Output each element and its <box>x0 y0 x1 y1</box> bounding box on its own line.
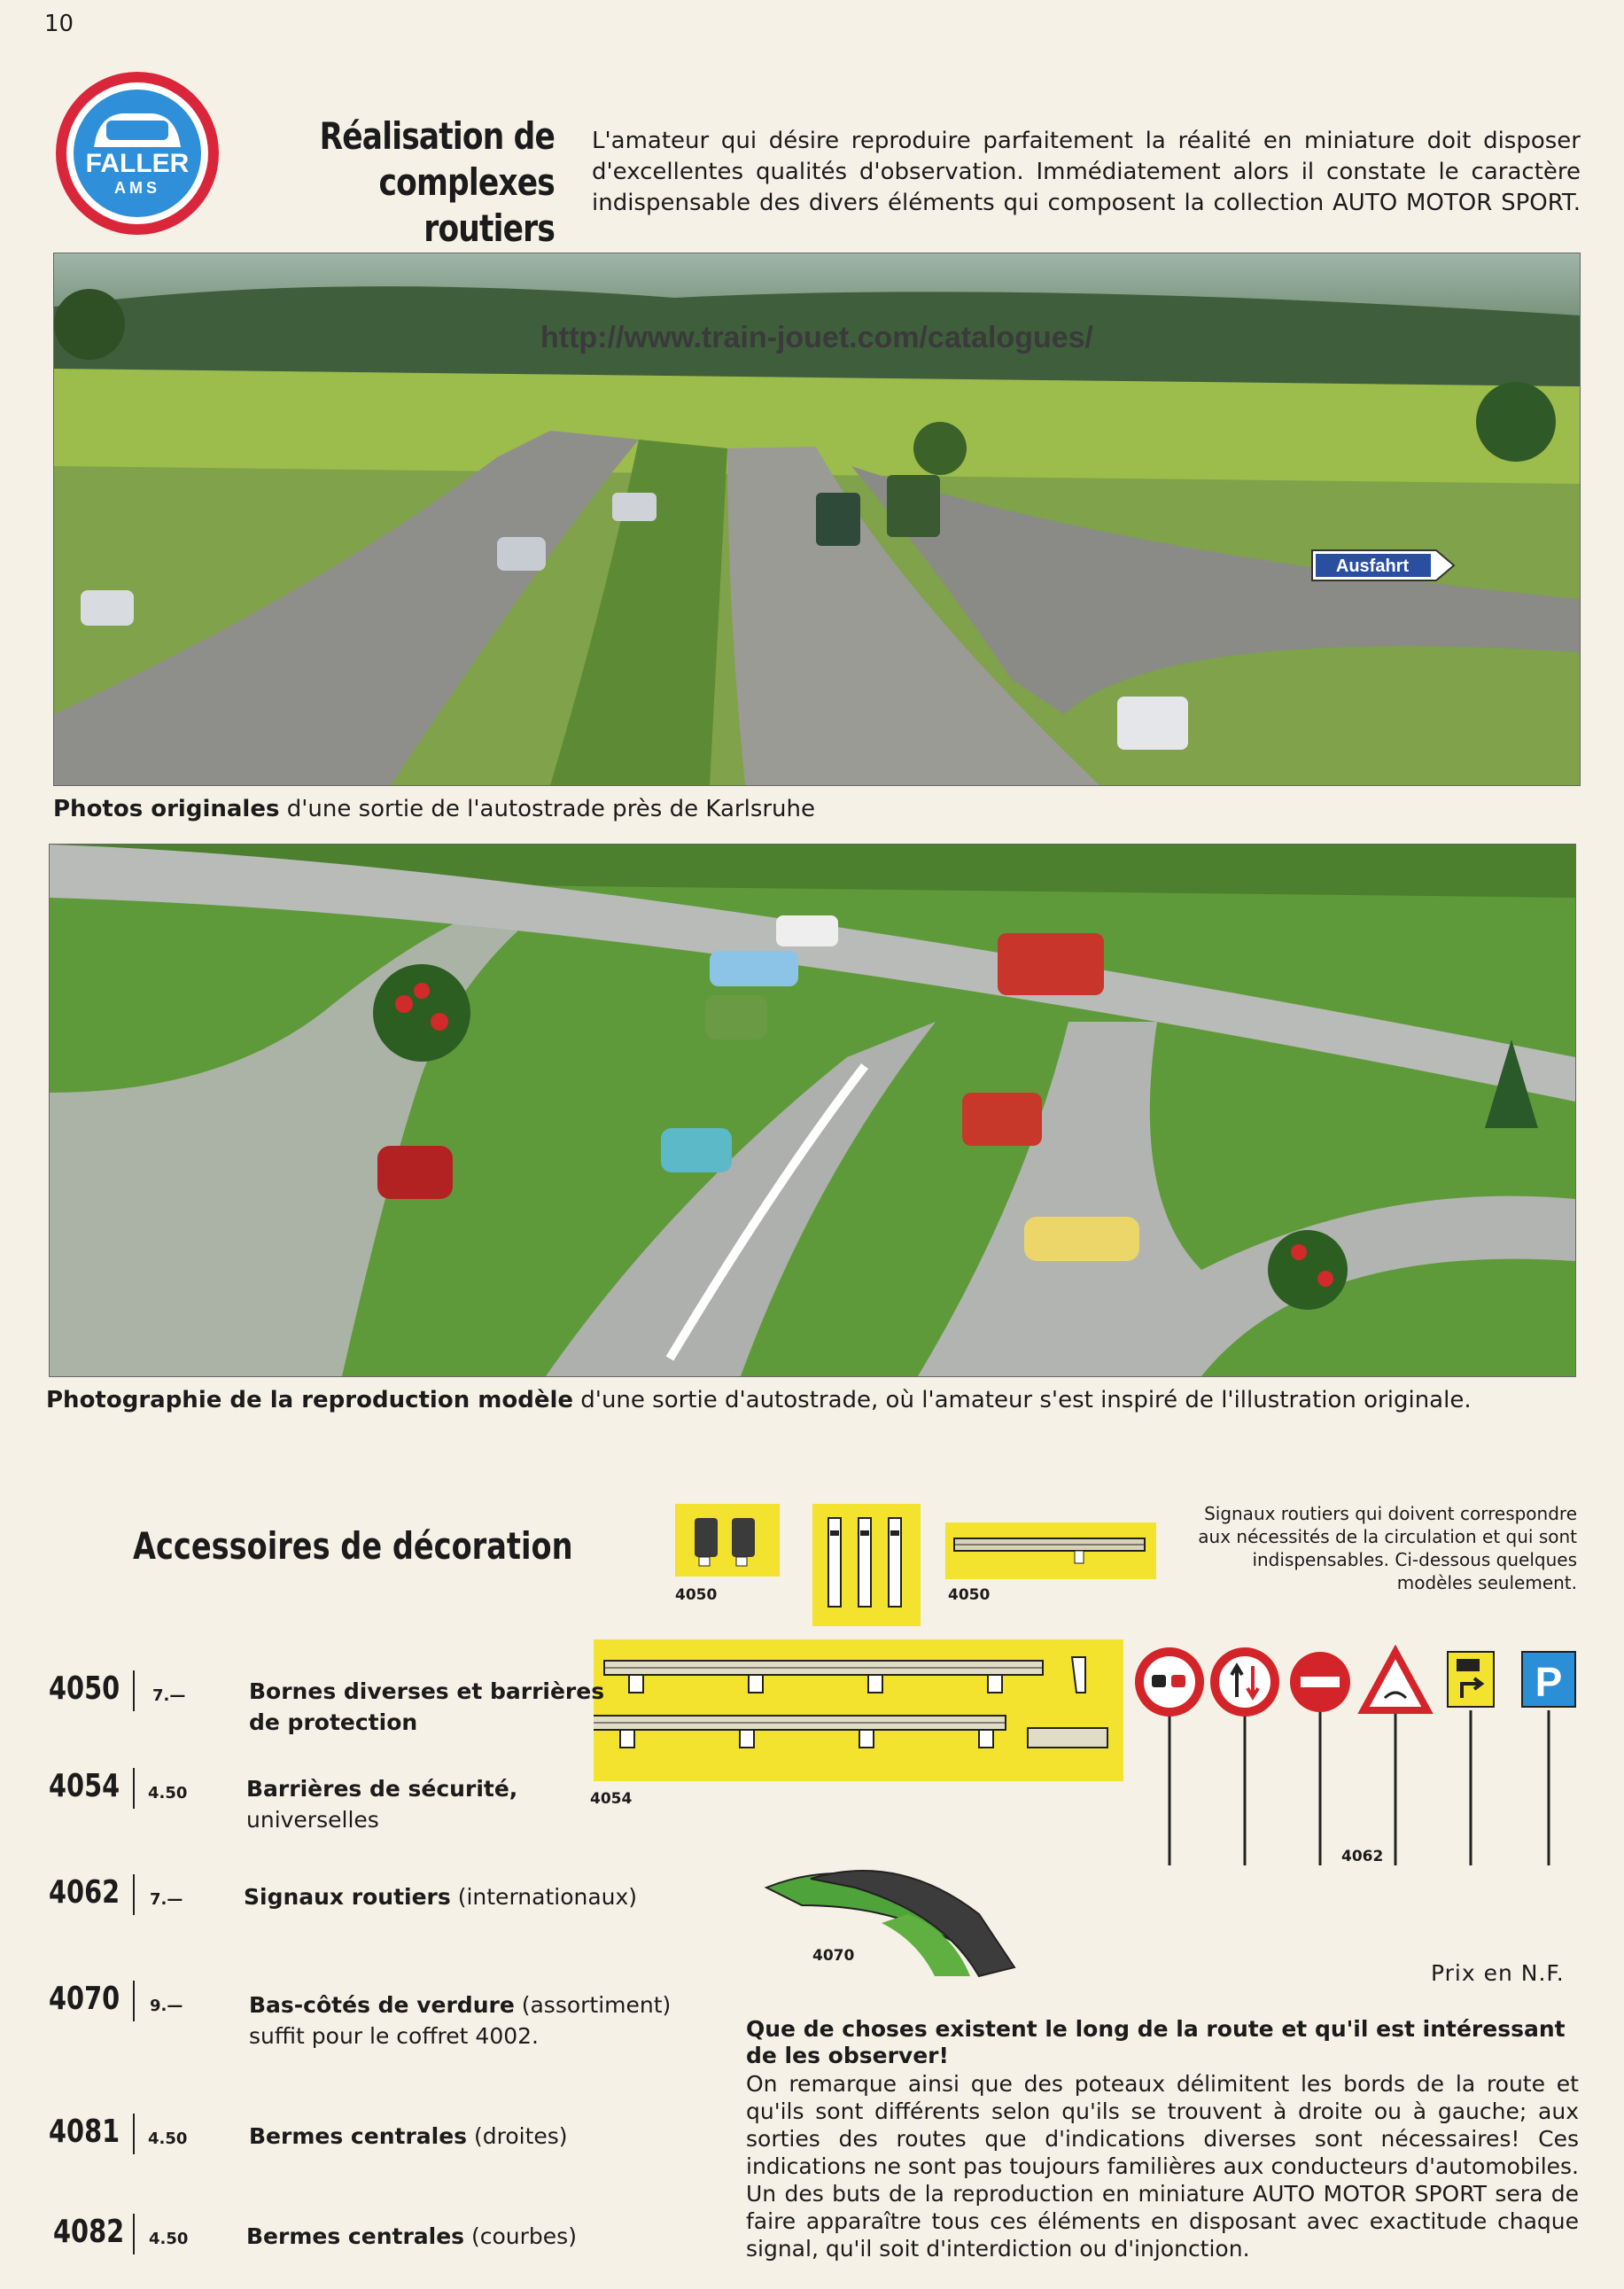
item-price: 4.50 <box>149 2230 189 2248</box>
no-overtaking-sign <box>1139 1652 1200 1712</box>
label-4054: 4054 <box>590 1790 633 1808</box>
intro-paragraph: L'amateur qui désire reproduire parfaitement la réalité en miniature doit disposer d'excellentes qualités d'observation. Immédiatement alors il constate le caractère indispensable des divers éléments qui composent la collection AUTO MOTOR SPORT. <box>592 128 1581 216</box>
direction-sign <box>1448 1652 1494 1707</box>
signals-note: Signaux routiers qui doivent correspondre aux nécessités de la circulation et qui sont indispensables. Ci-dessous quelques modèles seulement. <box>1198 1503 1577 1593</box>
photo-model-layout <box>49 844 1576 1377</box>
item-number: 4070 <box>49 1981 120 2017</box>
item-number: 4050 <box>49 1670 120 1707</box>
road-signs-image <box>1132 1639 1584 1870</box>
watermark-url: http://www.train-jouet.com/catalogues/ <box>540 321 1094 354</box>
security-barriers-image <box>594 1639 1123 1781</box>
posts-product-image <box>812 1504 921 1626</box>
item-description: Bermes centrales (courbes) <box>246 2223 577 2249</box>
bornes-product-image <box>675 1504 780 1577</box>
oncoming-priority-sign <box>1215 1652 1275 1712</box>
svg-text:AMS: AMS <box>114 179 160 197</box>
svg-text:P: P <box>1535 1659 1563 1705</box>
item-description: Signaux routiers (internationaux) <box>244 1884 638 1910</box>
page-title: Réalisation de complexes routiers <box>319 114 555 250</box>
price-currency-note: Prix en N.F. <box>1431 1960 1565 1986</box>
slippery-road-sign <box>1364 1652 1427 1710</box>
divider <box>133 1874 135 1915</box>
item-description: Bermes centrales (droites) <box>249 2123 568 2149</box>
info-heading: Que de choses existent le long de la route et qu'il est intéressant de les observer! <box>746 2016 1566 2068</box>
ausfahrt-sign-text: Ausfahrt <box>1335 557 1410 576</box>
item-number: 4081 <box>49 2114 120 2150</box>
item-number: 4082 <box>53 2214 125 2250</box>
item-price: 7.— <box>152 1686 186 1705</box>
divider <box>133 1768 135 1809</box>
label-4050-a: 4050 <box>675 1586 718 1604</box>
divider <box>133 2214 135 2254</box>
label-4062: 4062 <box>1341 1848 1384 1865</box>
svg-text:FALLER: FALLER <box>85 149 190 178</box>
item-number: 4062 <box>49 1874 120 1911</box>
photo2-caption: Photographie de la reproduction modèle d'une sortie d'autostrade, où l'amateur s'est inspiré de l'illustration originale. <box>46 1387 1472 1413</box>
item-price: 7.— <box>150 1890 183 1909</box>
divider <box>133 1981 135 2021</box>
faller-ams-logo <box>53 69 221 237</box>
page-number: 10 <box>44 11 74 37</box>
parking-sign <box>1522 1652 1575 1707</box>
item-description: Bornes diverses et barrières de protection <box>249 1678 605 1735</box>
barrier-product-image <box>945 1522 1156 1579</box>
item-price: 9.— <box>150 1997 183 2015</box>
item-number: 4054 <box>49 1768 120 1804</box>
item-description: Bas-côtés de verdure (assortiment) suffit pour le coffret 4002. <box>249 1992 672 2049</box>
divider <box>133 2114 135 2154</box>
accessories-title: Accessoires de décoration <box>133 1524 573 1568</box>
photo1-caption: Photos originales d'une sortie de l'autostrade près de Karlsruhe <box>53 796 816 822</box>
item-description: Barrières de sécurité, universelles <box>246 1776 518 1833</box>
label-4070: 4070 <box>812 1947 855 1965</box>
item-price: 4.50 <box>148 2129 188 2148</box>
info-paragraph: On remarque ainsi que des poteaux délimitent les bords de la route et qu'ils sont différents selon qu'ils se trouvent à droite ou à gauche; aux sorties des routes que d'indications diverses sont nécessaires! Ces indications ne sont pas toujours familières aux conducteurs d'automobiles. Un des buts de la reproduction en miniature AUTO MOTOR SPORT sera de faire apparaître tous ces éléments en disposant avec exactitude chaque signal, qu'il soit d'interdiction ou d'injonction. <box>746 2071 1579 2262</box>
verges-product-image <box>749 1852 1041 1985</box>
item-price: 4.50 <box>148 1784 188 1802</box>
no-entry-sign <box>1290 1652 1350 1712</box>
divider <box>133 1670 135 1711</box>
label-4050-b: 4050 <box>948 1586 991 1604</box>
